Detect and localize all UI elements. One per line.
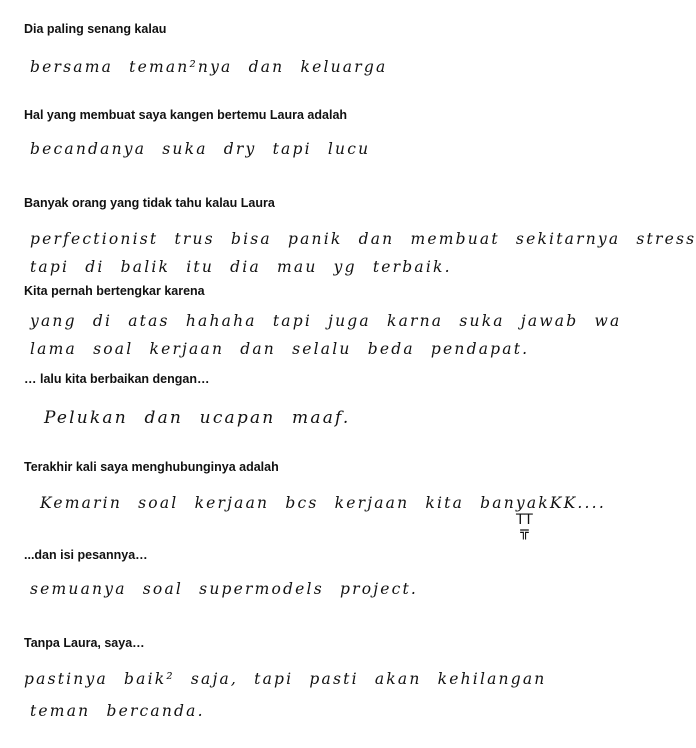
doodle-mouth: ╦ [520, 524, 529, 540]
answer-7-line-1: semuanya soal supermodels project. [30, 580, 419, 598]
answer-3-line-1: perfectionist trus bisa panik dan membuat sekitarnya stress [30, 230, 696, 248]
answer-8-line-1: pastinya baik² saja, tapi pasti akan kehilangan [24, 670, 547, 688]
question-1: Dia paling senang kalau [24, 22, 167, 36]
answer-6-line-1: Kemarin soal kerjaan bcs kerjaan kita banyakKK.... [40, 494, 606, 512]
question-3: Banyak orang yang tidak tahu kalau Laura [24, 196, 275, 210]
question-5: … lalu kita berbaikan dengan… [24, 372, 210, 386]
question-2: Hal yang membuat saya kangen bertemu Laura adalah [24, 108, 348, 122]
answer-5-line-1: Pelukan dan ucapan maaf. [44, 408, 351, 428]
answer-2-line-1: becandanya suka dry tapi lucu [30, 140, 371, 158]
crying-face-doodle [516, 514, 533, 538]
answer-1-line-1: bersama teman²nya dan keluarga [30, 58, 388, 76]
doodle-eyes: TT [516, 512, 533, 528]
question-6: Terakhir kali saya menghubunginya adalah [24, 460, 279, 474]
answer-8-line-2: teman bercanda. [30, 702, 205, 720]
answer-4-line-1: yang di atas hahaha tapi juga karna suka jawab wa [30, 312, 622, 330]
question-8: Tanpa Laura, saya… [24, 636, 145, 650]
answer-4-line-2: lama soal kerjaan dan selalu beda pendapat. [30, 340, 530, 358]
answer-3-line-2: tapi di balik itu dia mau yg terbaik. [30, 258, 452, 276]
question-7: ...dan isi pesannya… [24, 548, 148, 562]
question-4: Kita pernah bertengkar karena [24, 284, 205, 298]
